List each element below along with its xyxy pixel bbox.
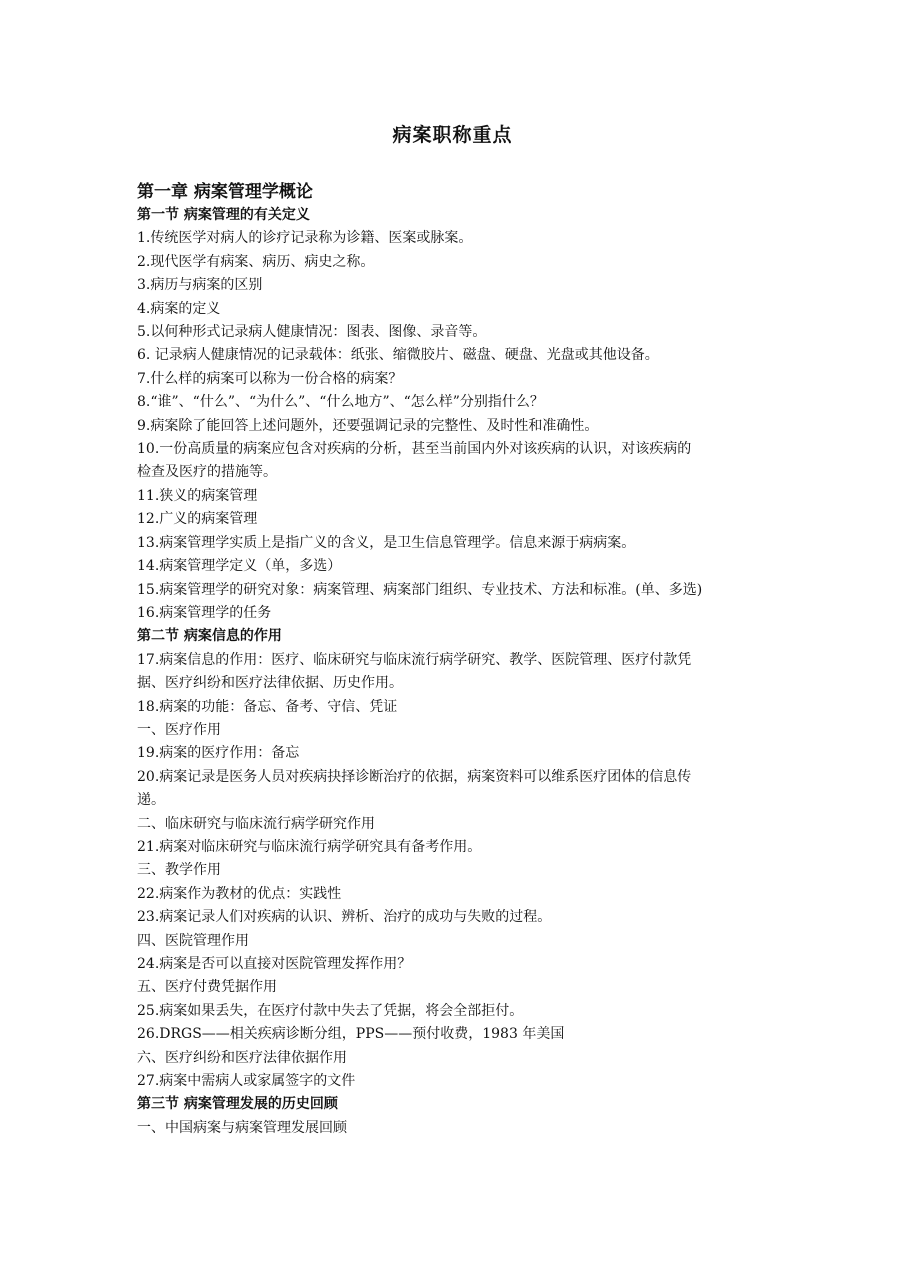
text-line: 16.病案管理学的任务 — [137, 604, 272, 621]
text-line: 3.病历与病案的区别 — [137, 277, 263, 294]
text-line: 22.病案作为教材的优点：实践性 — [137, 885, 342, 902]
text-line: 14.病案管理学定义（单，多选） — [137, 558, 342, 575]
text-line: 23.病案记录人们对疾病的认识、辨析、治疗的成功与失败的过程。 — [137, 909, 552, 926]
text-line: 8.“谁”、“什么”、“为什么”、“什么地方”、“怎么样”分别指什么？ — [137, 394, 544, 411]
text-line: 19.病案的医疗作用：备忘 — [137, 745, 300, 762]
document-title: 病案职称重点 — [392, 124, 513, 146]
text-line: 27.病案中需病人或家属签字的文件 — [137, 1073, 356, 1090]
text-line: 13.病案管理学实质上是指广义的含义，是卫生信息管理学。信息来源于病病案。 — [137, 534, 636, 551]
text-line: 二、临床研究与临床流行病学研究作用 — [137, 815, 375, 832]
text-line: 9.病案除了能回答上述问题外，还要强调记录的完整性、及时性和准确性。 — [137, 417, 599, 434]
text-line: 21.病案对临床研究与临床流行病学研究具有备考作用。 — [137, 838, 482, 855]
text-line: 15.病案管理学的研究对象：病案管理、病案部门组织、专业技术、方法和标准。(单、多选) — [137, 581, 703, 598]
text-line: 递。 — [137, 792, 165, 809]
text-line: 检查及医疗的措施等。 — [137, 464, 277, 481]
text-line: 六、医疗纠纷和医疗法律依据作用 — [137, 1049, 347, 1066]
chapter-heading: 第一章 病案管理学概论 — [137, 182, 313, 202]
text-line: 6. 记录病人健康情况的记录载体：纸张、缩微胶片、磁盘、硬盘、光盘或其他设备。 — [137, 347, 659, 364]
text-line: 24.病案是否可以直接对医院管理发挥作用？ — [137, 956, 412, 972]
section-heading: 第二节 病案信息的作用 — [137, 628, 282, 645]
section-heading: 第一节 病案管理的有关定义 — [137, 207, 310, 223]
text-line: 据、医疗纠纷和医疗法律依据、历史作用。 — [137, 675, 403, 692]
text-line: 1.传统医学对病人的诊疗记录称为诊籍、医案或脉案。 — [137, 230, 473, 247]
text-line: 一、医疗作用 — [137, 721, 221, 738]
text-line: 11.狭义的病案管理 — [137, 487, 258, 504]
text-line: 5.以何种形式记录病人健康情况：图表、图像、录音等。 — [137, 324, 487, 341]
text-line: 四、医院管理作用 — [137, 932, 249, 949]
text-line: 三、教学作用 — [137, 862, 221, 879]
text-line: 12.广义的病案管理 — [137, 511, 258, 528]
text-line: 18.病案的功能：备忘、备考、守信、凭证 — [137, 698, 398, 715]
text-line: 20.病案记录是医务人员对疾病抉择诊断治疗的依据，病案资料可以维系医疗团体的信息传 — [137, 768, 692, 785]
text-line: 2.现代医学有病案、病历、病史之称。 — [137, 253, 375, 270]
text-line: 4.病案的定义 — [137, 300, 221, 317]
text-line: 10.一份高质量的病案应包含对疾病的分析，甚至当前国内外对该疾病的认识，对该疾病的 — [137, 441, 692, 458]
section-heading: 第三节 病案管理发展的历史回顾 — [137, 1096, 338, 1113]
text-line: 17.病案信息的作用：医疗、临床研究与临床流行病学研究、教学、医院管理、医疗付款凭 — [137, 651, 692, 668]
text-line: 26.DRGS——相关疾病诊断分组，PPS——预付收费，1983 年美国 — [137, 1026, 565, 1043]
text-line: 25.病案如果丢失，在医疗付款中失去了凭据，将会全部拒付。 — [137, 1002, 524, 1019]
document-body — [137, 180, 777, 1140]
text-line: 五、医疗付费凭据作用 — [137, 979, 277, 996]
text-line: 7.什么样的病案可以称为一份合格的病案？ — [137, 370, 403, 387]
text-line: 一、中国病案与病案管理发展回顾 — [137, 1119, 347, 1136]
